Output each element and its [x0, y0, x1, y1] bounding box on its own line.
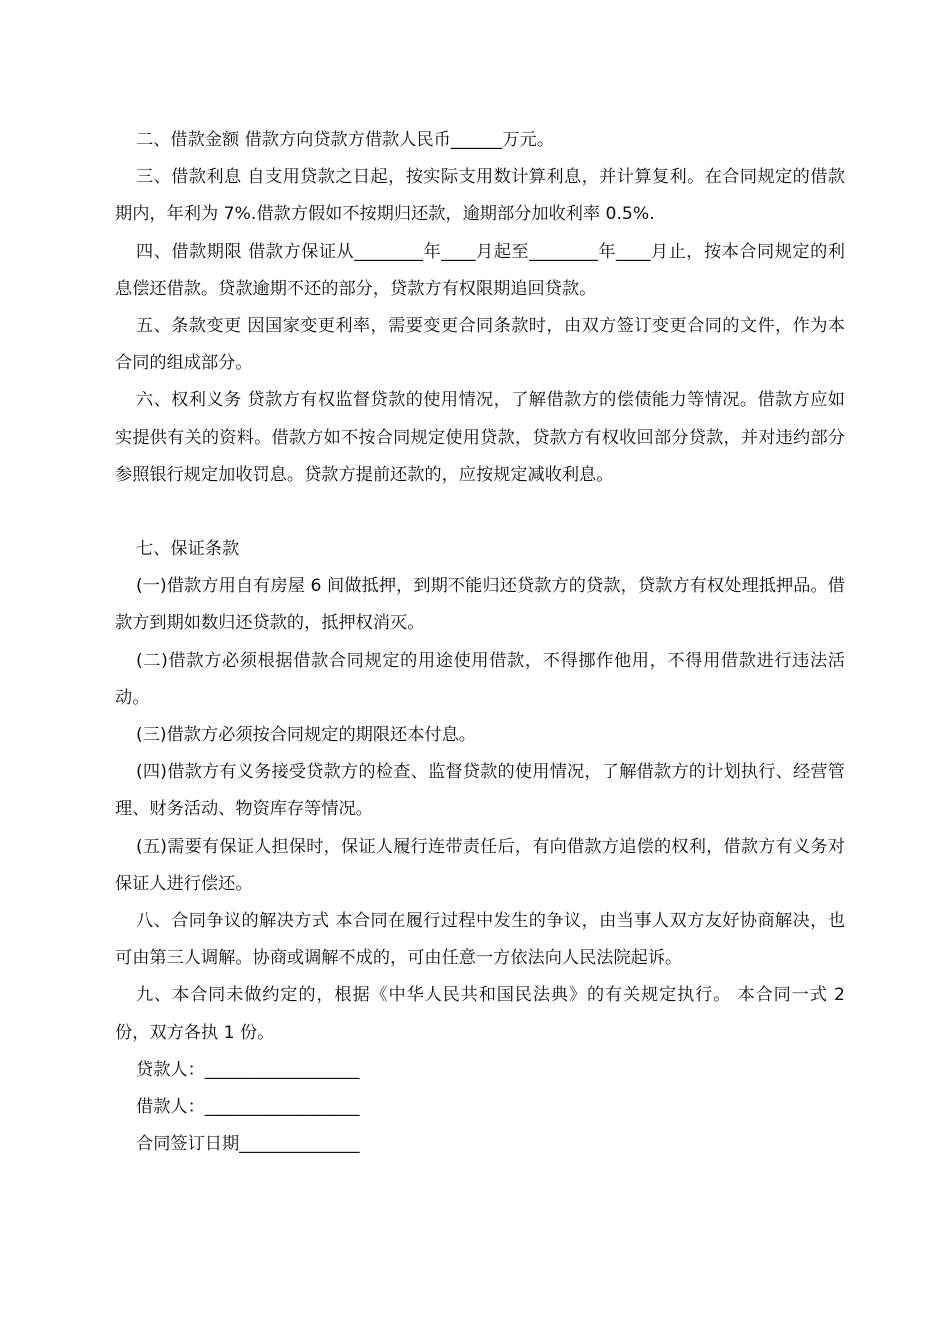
document-page [115, 122, 851, 1163]
clause-rights-obligations: 六、权利义务 贷款方有权监督贷款的使用情况，了解借款方的偿债能力等情况。借款方应如实提供有关的资料。借款方如不按合同规定使用贷款，贷款方有权收回部分贷款，并对违约部分参照银行规定加收罚息。贷款方提前还款的，应按规定减收利息。 [115, 390, 845, 485]
clause-dispute-resolution: 八、合同争议的解决方式 本合同在履行过程中发生的争议，由当事人双方友好协商解决，也可由第三人调解。协商或调解不成的，可由任意一方依法向人民法院起诉。 [115, 911, 845, 969]
clause-other-provisions: 九、本合同未做约定的，根据《中华人民共和国民法典》的有关规定执行。 本合同一式 2 份，双方各执 1 份。 [115, 985, 851, 1043]
clause-loan-term: 四、借款期限 借款方保证从________年____月起至________年____月止，按本合同规定的利息偿还借款。贷款逾期不还的部分，贷款方有权限期追回贷款。 [115, 241, 845, 299]
clause-loan-interest: 三、借款利息 自支用贷款之日起，按实际支用数计算利息，并计算复利。在合同规定的借款期内，年利为 7%.借款方假如不按期归还款，逾期部分加收利率 0.5%. [115, 167, 845, 225]
clause-terms-change: 五、条款变更 因国家变更利率，需要变更合同条款时，由双方签订变更合同的文件，作为本合同的组成部分。 [115, 316, 845, 374]
clause-loan-amount: 二、借款金额 借款方向贷款方借款人民币______万元。 [136, 130, 554, 150]
borrower-signature-line: 借款人：__________________ [136, 1097, 360, 1118]
lender-signature-line: 贷款人：__________________ [136, 1059, 360, 1080]
guarantee-item-2: (二)借款方必须根据借款合同规定的用途使用借款，不得挪作他用，不得用借款进行违法活动。 [115, 650, 845, 708]
clause-guarantee-heading: 七、保证条款 [136, 539, 240, 560]
paragraph-gap [115, 494, 845, 531]
guarantee-item-4: (四)借款方有义务接受贷款方的检查、监督贷款的使用情况，了解借款方的计划执行、经营管理、财务活动、物资库存等情况。 [115, 762, 845, 820]
guarantee-item-1: (一)借款方用自有房屋 6 间做抵押，到期不能归还贷款方的贷款，贷款方有权处理抵押品。借款方到期如数归还贷款的，抵押权消灭。 [115, 576, 845, 634]
guarantee-item-5: (五)需要有保证人担保时，保证人履行连带责任后，有向借款方追偿的权利，借款方有义务对保证人进行偿还。 [115, 836, 845, 894]
guarantee-item-3: (三)借款方必须按合同规定的期限还本付息。 [136, 725, 476, 746]
signing-date-line: 合同签订日期______________ [136, 1134, 360, 1155]
